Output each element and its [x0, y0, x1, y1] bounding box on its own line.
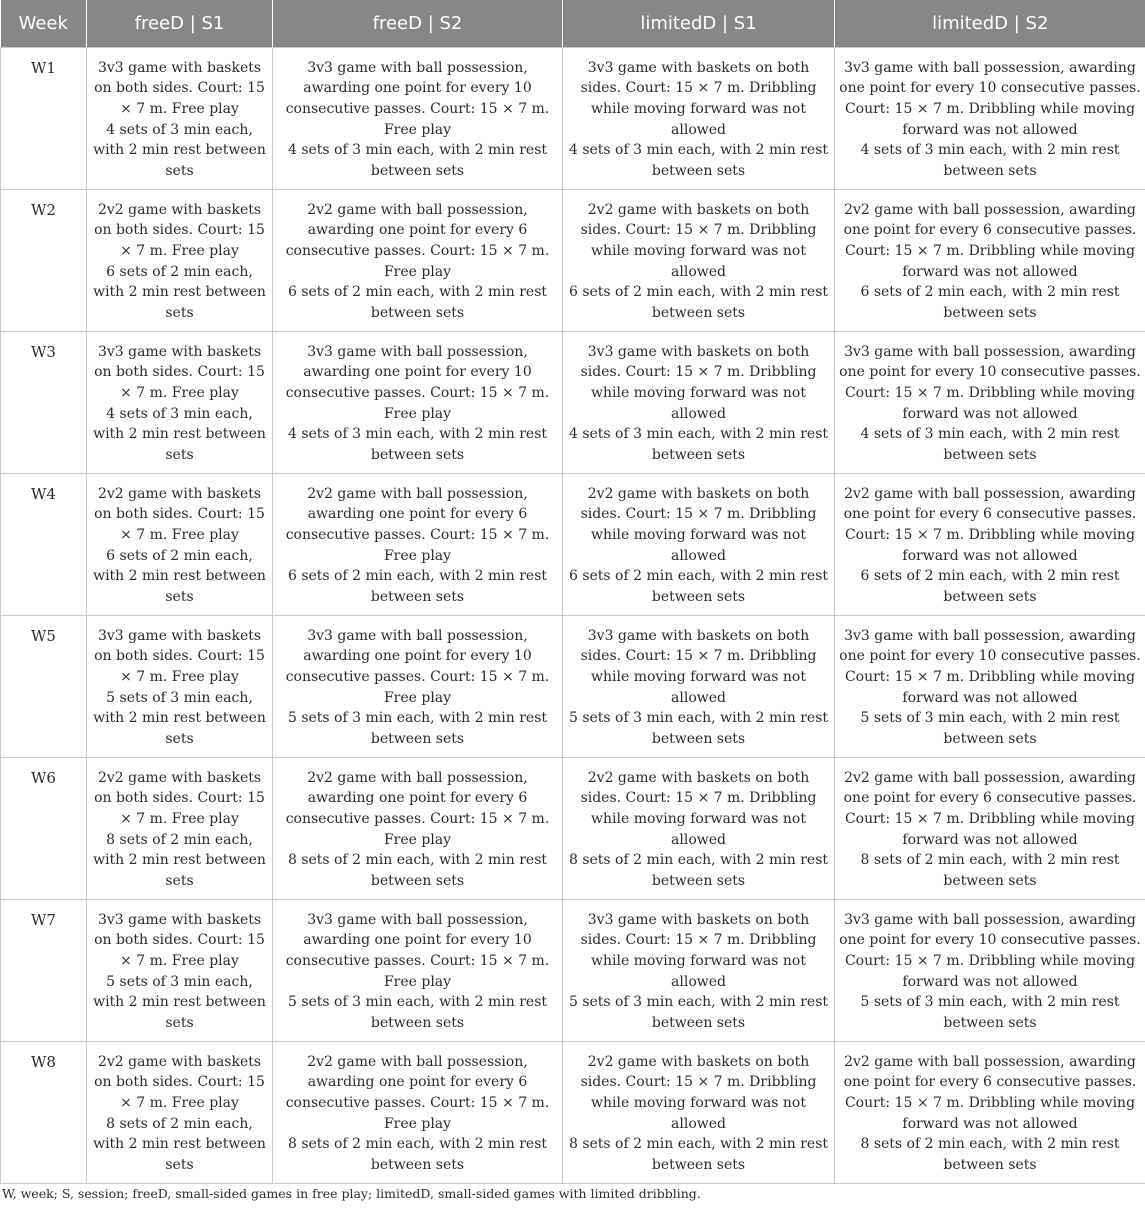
cell-limitedd-s1	[563, 899, 835, 1041]
header-week: Week	[1, 0, 87, 47]
week-cell: W5	[1, 615, 87, 757]
set-structure: 5 sets of 3 min each, with 2 min rest between sets	[860, 710, 1120, 748]
cell-limitedd-s1	[563, 615, 835, 757]
cell-limitedd-s1	[563, 189, 835, 331]
cell-freed-s2	[273, 331, 563, 473]
game-description: 3v3 game with ball possession, awarding one point for every 10 consecutive passes. Court: 15 × 7 m. Dribbling while moving forward was not allowed	[839, 627, 1141, 706]
cell-freed-s1	[87, 899, 273, 1041]
game-description: 2v2 game with baskets on both sides. Court: 15 × 7 m. Dribbling while moving forward was not allowed	[580, 1053, 817, 1132]
cell-freed-s2	[273, 899, 563, 1041]
set-structure: 8 sets of 2 min each, with 2 min rest between sets	[93, 831, 266, 890]
set-structure: 6 sets of 2 min each, with 2 min rest between sets	[568, 568, 829, 606]
set-structure: 5 sets of 3 min each, with 2 min rest between sets	[287, 994, 548, 1032]
cell-freed-s1	[87, 189, 273, 331]
cell-limitedd-s1	[563, 757, 835, 899]
set-structure: 5 sets of 3 min each, with 2 min rest between sets	[93, 973, 266, 1032]
game-description: 2v2 game with baskets on both sides. Court: 15 × 7 m. Dribbling while moving forward was not allowed	[580, 201, 817, 280]
cell-freed-s1	[87, 473, 273, 615]
week-cell: W6	[1, 757, 87, 899]
set-structure: 6 sets of 2 min each, with 2 min rest between sets	[860, 568, 1120, 606]
cell-freed-s2	[273, 473, 563, 615]
set-structure: 8 sets of 2 min each, with 2 min rest between sets	[287, 852, 548, 890]
game-description: 3v3 game with baskets on both sides. Court: 15 × 7 m. Free play	[94, 343, 265, 401]
week-cell: W3	[1, 331, 87, 473]
game-description: 3v3 game with ball possession, awarding one point for every 10 consecutive passes. Court: 15 × 7 m. Free play	[285, 627, 550, 706]
set-structure: 6 sets of 2 min each, with 2 min rest between sets	[860, 284, 1120, 322]
header-freed-s1: freeD | S1	[87, 0, 273, 47]
game-description: 2v2 game with baskets on both sides. Court: 15 × 7 m. Dribbling while moving forward was not allowed	[580, 769, 817, 848]
set-structure: 8 sets of 2 min each, with 2 min rest between sets	[860, 852, 1120, 890]
set-structure: 6 sets of 2 min each, with 2 min rest between sets	[287, 568, 548, 606]
game-description: 3v3 game with baskets on both sides. Court: 15 × 7 m. Dribbling while moving forward was not allowed	[580, 59, 817, 138]
cell-freed-s2	[273, 47, 563, 189]
set-structure: 8 sets of 2 min each, with 2 min rest between sets	[287, 1136, 548, 1174]
game-description: 3v3 game with ball possession, awarding one point for every 10 consecutive passes. Court: 15 × 7 m. Free play	[285, 59, 550, 138]
game-description: 3v3 game with ball possession, awarding one point for every 10 consecutive passes. Court: 15 × 7 m. Dribbling while moving forward was not allowed	[839, 343, 1141, 422]
set-structure: 6 sets of 2 min each, with 2 min rest between sets	[287, 284, 548, 322]
table-row	[1, 615, 1145, 757]
game-description: 2v2 game with ball possession, awarding one point for every 6 consecutive passes. Court: 15 × 7 m. Dribbling while moving forward was not allowed	[843, 485, 1137, 564]
table-row	[1, 47, 1145, 189]
table-row	[1, 899, 1145, 1041]
cell-limitedd-s1	[563, 47, 835, 189]
table-row	[1, 331, 1145, 473]
game-description: 3v3 game with ball possession, awarding one point for every 10 consecutive passes. Court: 15 × 7 m. Dribbling while moving forward was not allowed	[839, 59, 1141, 138]
table-row	[1, 473, 1145, 615]
set-structure: 4 sets of 3 min each, with 2 min rest between sets	[860, 142, 1120, 180]
week-cell: W7	[1, 899, 87, 1041]
cell-limitedd-s1	[563, 331, 835, 473]
set-structure: 4 sets of 3 min each, with 2 min rest between sets	[860, 426, 1120, 464]
table-body	[1, 47, 1145, 1183]
game-description: 2v2 game with baskets on both sides. Court: 15 × 7 m. Free play	[94, 201, 265, 259]
set-structure: 5 sets of 3 min each, with 2 min rest between sets	[93, 689, 266, 748]
game-description: 2v2 game with baskets on both sides. Court: 15 × 7 m. Free play	[94, 769, 265, 827]
cell-freed-s1	[87, 757, 273, 899]
cell-limitedd-s2	[835, 473, 1145, 615]
game-description: 2v2 game with ball possession, awarding one point for every 6 consecutive passes. Court: 15 × 7 m. Free play	[285, 201, 550, 280]
set-structure: 4 sets of 3 min each, with 2 min rest between sets	[93, 121, 266, 180]
set-structure: 6 sets of 2 min each, with 2 min rest between sets	[568, 284, 829, 322]
game-description: 2v2 game with ball possession, awarding one point for every 6 consecutive passes. Court: 15 × 7 m. Free play	[285, 1053, 550, 1132]
set-structure: 4 sets of 3 min each, with 2 min rest between sets	[93, 405, 266, 464]
game-description: 2v2 game with baskets on both sides. Court: 15 × 7 m. Dribbling while moving forward was not allowed	[580, 485, 817, 564]
set-structure: 4 sets of 3 min each, with 2 min rest between sets	[287, 426, 548, 464]
table-row	[1, 1041, 1145, 1183]
game-description: 2v2 game with ball possession, awarding one point for every 6 consecutive passes. Court: 15 × 7 m. Dribbling while moving forward was not allowed	[843, 769, 1137, 848]
game-description: 2v2 game with ball possession, awarding one point for every 6 consecutive passes. Court: 15 × 7 m. Free play	[285, 485, 550, 564]
cell-freed-s2	[273, 189, 563, 331]
set-structure: 5 sets of 3 min each, with 2 min rest between sets	[568, 710, 829, 748]
cell-freed-s2	[273, 757, 563, 899]
game-description: 2v2 game with ball possession, awarding one point for every 6 consecutive passes. Court: 15 × 7 m. Free play	[285, 769, 550, 848]
game-description: 3v3 game with ball possession, awarding one point for every 10 consecutive passes. Court: 15 × 7 m. Free play	[285, 343, 550, 422]
set-structure: 5 sets of 3 min each, with 2 min rest between sets	[568, 994, 829, 1032]
game-description: 3v3 game with baskets on both sides. Court: 15 × 7 m. Dribbling while moving forward was not allowed	[580, 627, 817, 706]
cell-freed-s1	[87, 1041, 273, 1183]
set-structure: 5 sets of 3 min each, with 2 min rest between sets	[860, 994, 1120, 1032]
cell-limitedd-s2	[835, 331, 1145, 473]
week-cell: W2	[1, 189, 87, 331]
set-structure: 4 sets of 3 min each, with 2 min rest between sets	[287, 142, 548, 180]
game-description: 3v3 game with baskets on both sides. Court: 15 × 7 m. Dribbling while moving forward was not allowed	[580, 911, 817, 990]
game-description: 3v3 game with baskets on both sides. Court: 15 × 7 m. Free play	[94, 59, 265, 117]
set-structure: 8 sets of 2 min each, with 2 min rest between sets	[93, 1115, 266, 1174]
set-structure: 6 sets of 2 min each, with 2 min rest between sets	[93, 263, 266, 322]
set-structure: 4 sets of 3 min each, with 2 min rest between sets	[568, 142, 829, 180]
cell-freed-s2	[273, 615, 563, 757]
cell-freed-s1	[87, 331, 273, 473]
table-row	[1, 189, 1145, 331]
set-structure: 5 sets of 3 min each, with 2 min rest between sets	[287, 710, 548, 748]
game-description: 3v3 game with ball possession, awarding one point for every 10 consecutive passes. Court: 15 × 7 m. Dribbling while moving forward was not allowed	[839, 911, 1141, 990]
set-structure: 8 sets of 2 min each, with 2 min rest between sets	[568, 1136, 829, 1174]
cell-freed-s2	[273, 1041, 563, 1183]
cell-limitedd-s1	[563, 473, 835, 615]
table-footnote: W, week; S, session; freeD, small-sided games in free play; limitedD, small-sided games with limited dribbling.	[2, 1186, 701, 1201]
table-header	[1, 0, 1145, 47]
set-structure: 8 sets of 2 min each, with 2 min rest between sets	[568, 852, 829, 890]
game-description: 2v2 game with baskets on both sides. Court: 15 × 7 m. Free play	[94, 485, 265, 543]
cell-limitedd-s2	[835, 1041, 1145, 1183]
cell-limitedd-s1	[563, 1041, 835, 1183]
header-row	[1, 0, 1145, 47]
week-cell: W4	[1, 473, 87, 615]
cell-limitedd-s2	[835, 189, 1145, 331]
cell-freed-s1	[87, 47, 273, 189]
header-freed-s2: freeD | S2	[273, 0, 563, 47]
game-description: 2v2 game with ball possession, awarding one point for every 6 consecutive passes. Court: 15 × 7 m. Dribbling while moving forward was not allowed	[843, 201, 1137, 280]
week-cell: W8	[1, 1041, 87, 1183]
cell-limitedd-s2	[835, 899, 1145, 1041]
week-cell: W1	[1, 47, 87, 189]
game-description: 3v3 game with ball possession, awarding one point for every 10 consecutive passes. Court: 15 × 7 m. Free play	[285, 911, 550, 990]
cell-limitedd-s2	[835, 47, 1145, 189]
game-description: 3v3 game with baskets on both sides. Court: 15 × 7 m. Free play	[94, 627, 265, 685]
cell-limitedd-s2	[835, 615, 1145, 757]
game-description: 2v2 game with ball possession, awarding one point for every 6 consecutive passes. Court: 15 × 7 m. Dribbling while moving forward was not allowed	[843, 1053, 1137, 1132]
game-description: 2v2 game with baskets on both sides. Court: 15 × 7 m. Free play	[94, 1053, 265, 1111]
set-structure: 8 sets of 2 min each, with 2 min rest between sets	[860, 1136, 1120, 1174]
set-structure: 4 sets of 3 min each, with 2 min rest between sets	[568, 426, 829, 464]
game-description: 3v3 game with baskets on both sides. Court: 15 × 7 m. Dribbling while moving forward was not allowed	[580, 343, 817, 422]
cell-limitedd-s2	[835, 757, 1145, 899]
game-description: 3v3 game with baskets on both sides. Court: 15 × 7 m. Free play	[94, 911, 265, 969]
cell-freed-s1	[87, 615, 273, 757]
header-limitedd-s2: limitedD | S2	[835, 0, 1145, 47]
table-row	[1, 757, 1145, 899]
header-limitedd-s1: limitedD | S1	[563, 0, 835, 47]
set-structure: 6 sets of 2 min each, with 2 min rest between sets	[93, 547, 266, 606]
